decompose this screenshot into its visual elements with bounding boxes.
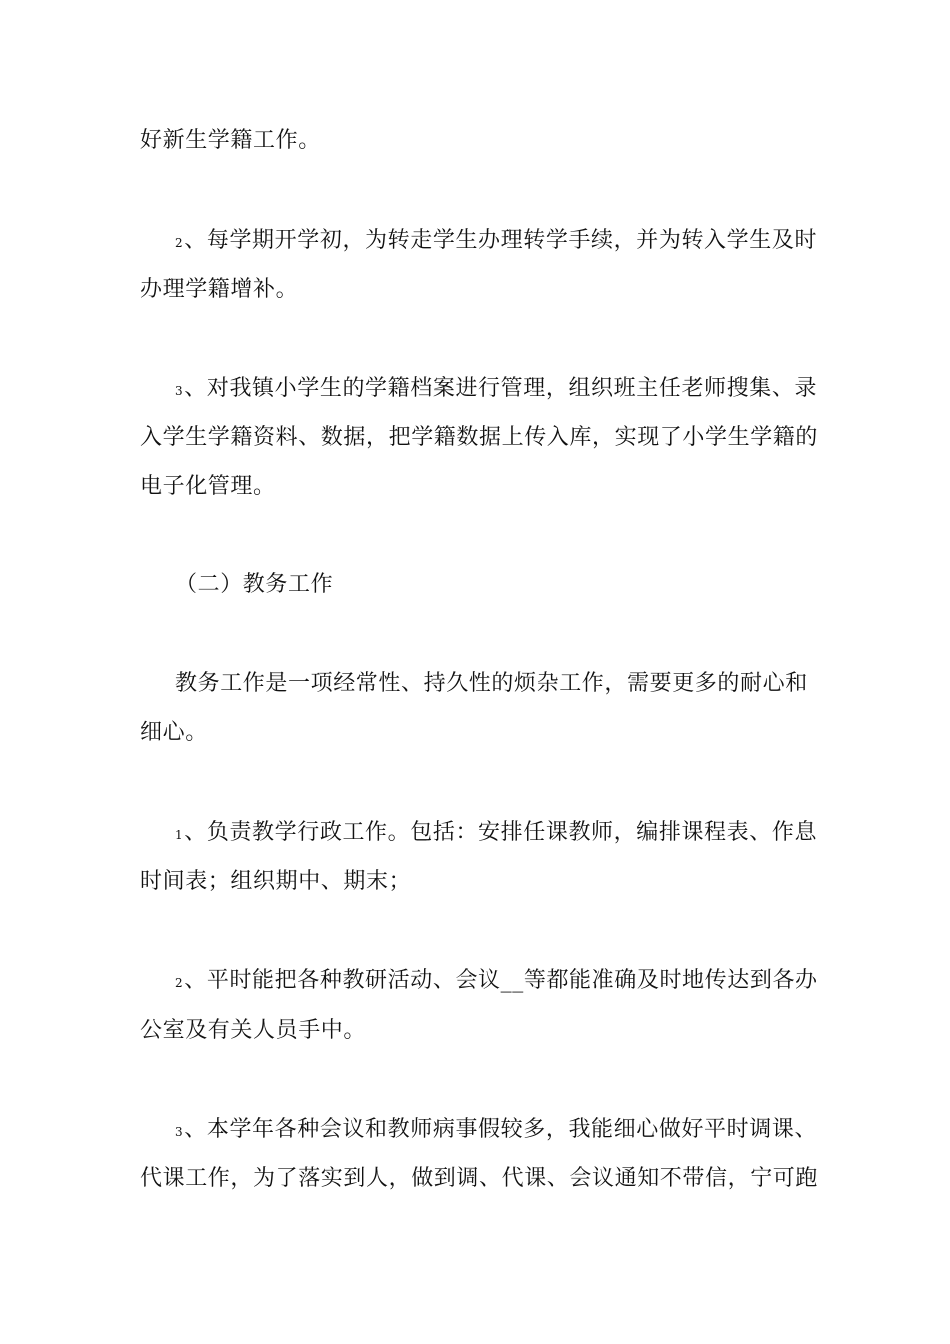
item-number: 3 [175,1125,184,1139]
line-text: 、对我镇小学生的学籍档案进行管理，组织班主任老师搜集、录 [184,376,818,401]
paragraph-line [140,1164,820,1194]
item-number: 2 [175,976,184,990]
paragraph-line [140,1016,820,1046]
paragraph-line [140,867,820,897]
paragraph-line [140,275,820,305]
heading-text: （二）教务工作 [175,572,334,597]
line-text: 公室及有关人员手中。 [140,1018,367,1043]
paragraph-line [175,818,820,850]
paragraph-line [140,472,820,502]
line-text: 细心。 [140,720,208,745]
item-number: 3 [175,384,184,398]
line-text: 、每学期开学初，为转走学生办理转学手续，并为转入学生及时 [184,228,818,253]
line-text: 、平时能把各种教研活动、会议__等都能准确及时地传达到各办 [184,968,818,993]
line-text: 办理学籍增补。 [140,277,299,302]
line-text: 入学生学籍资料、数据，把学籍数据上传入库，实现了小学生学籍的 [140,425,819,450]
paragraph-line [140,126,820,156]
line-text: 电子化管理。 [140,474,276,499]
line-text: 好新生学籍工作。 [140,128,321,153]
line-text: 、负责教学行政工作。包括：安排任课教师，编排课程表、作息 [184,820,818,845]
section-heading [175,570,820,600]
paragraph-line [175,374,820,406]
item-number: 1 [175,828,184,842]
paragraph-line [175,1115,820,1147]
item-number: 2 [175,236,184,250]
line-text: 、本学年各种会议和教师病事假较多，我能细心做好平时调课、 [184,1117,818,1142]
paragraph-line [140,423,820,453]
line-text: 教务工作是一项经常性、持久性的烦杂工作，需要更多的耐心和 [175,671,808,696]
paragraph-line [175,966,820,998]
line-text: 代课工作，为了落实到人，做到调、代课、会议通知不带信，宁可跑 [140,1166,819,1191]
paragraph-line [140,718,820,748]
paragraph-line [175,669,820,699]
paragraph-line [175,226,820,258]
line-text: 时间表；组织期中、期末； [140,869,412,894]
